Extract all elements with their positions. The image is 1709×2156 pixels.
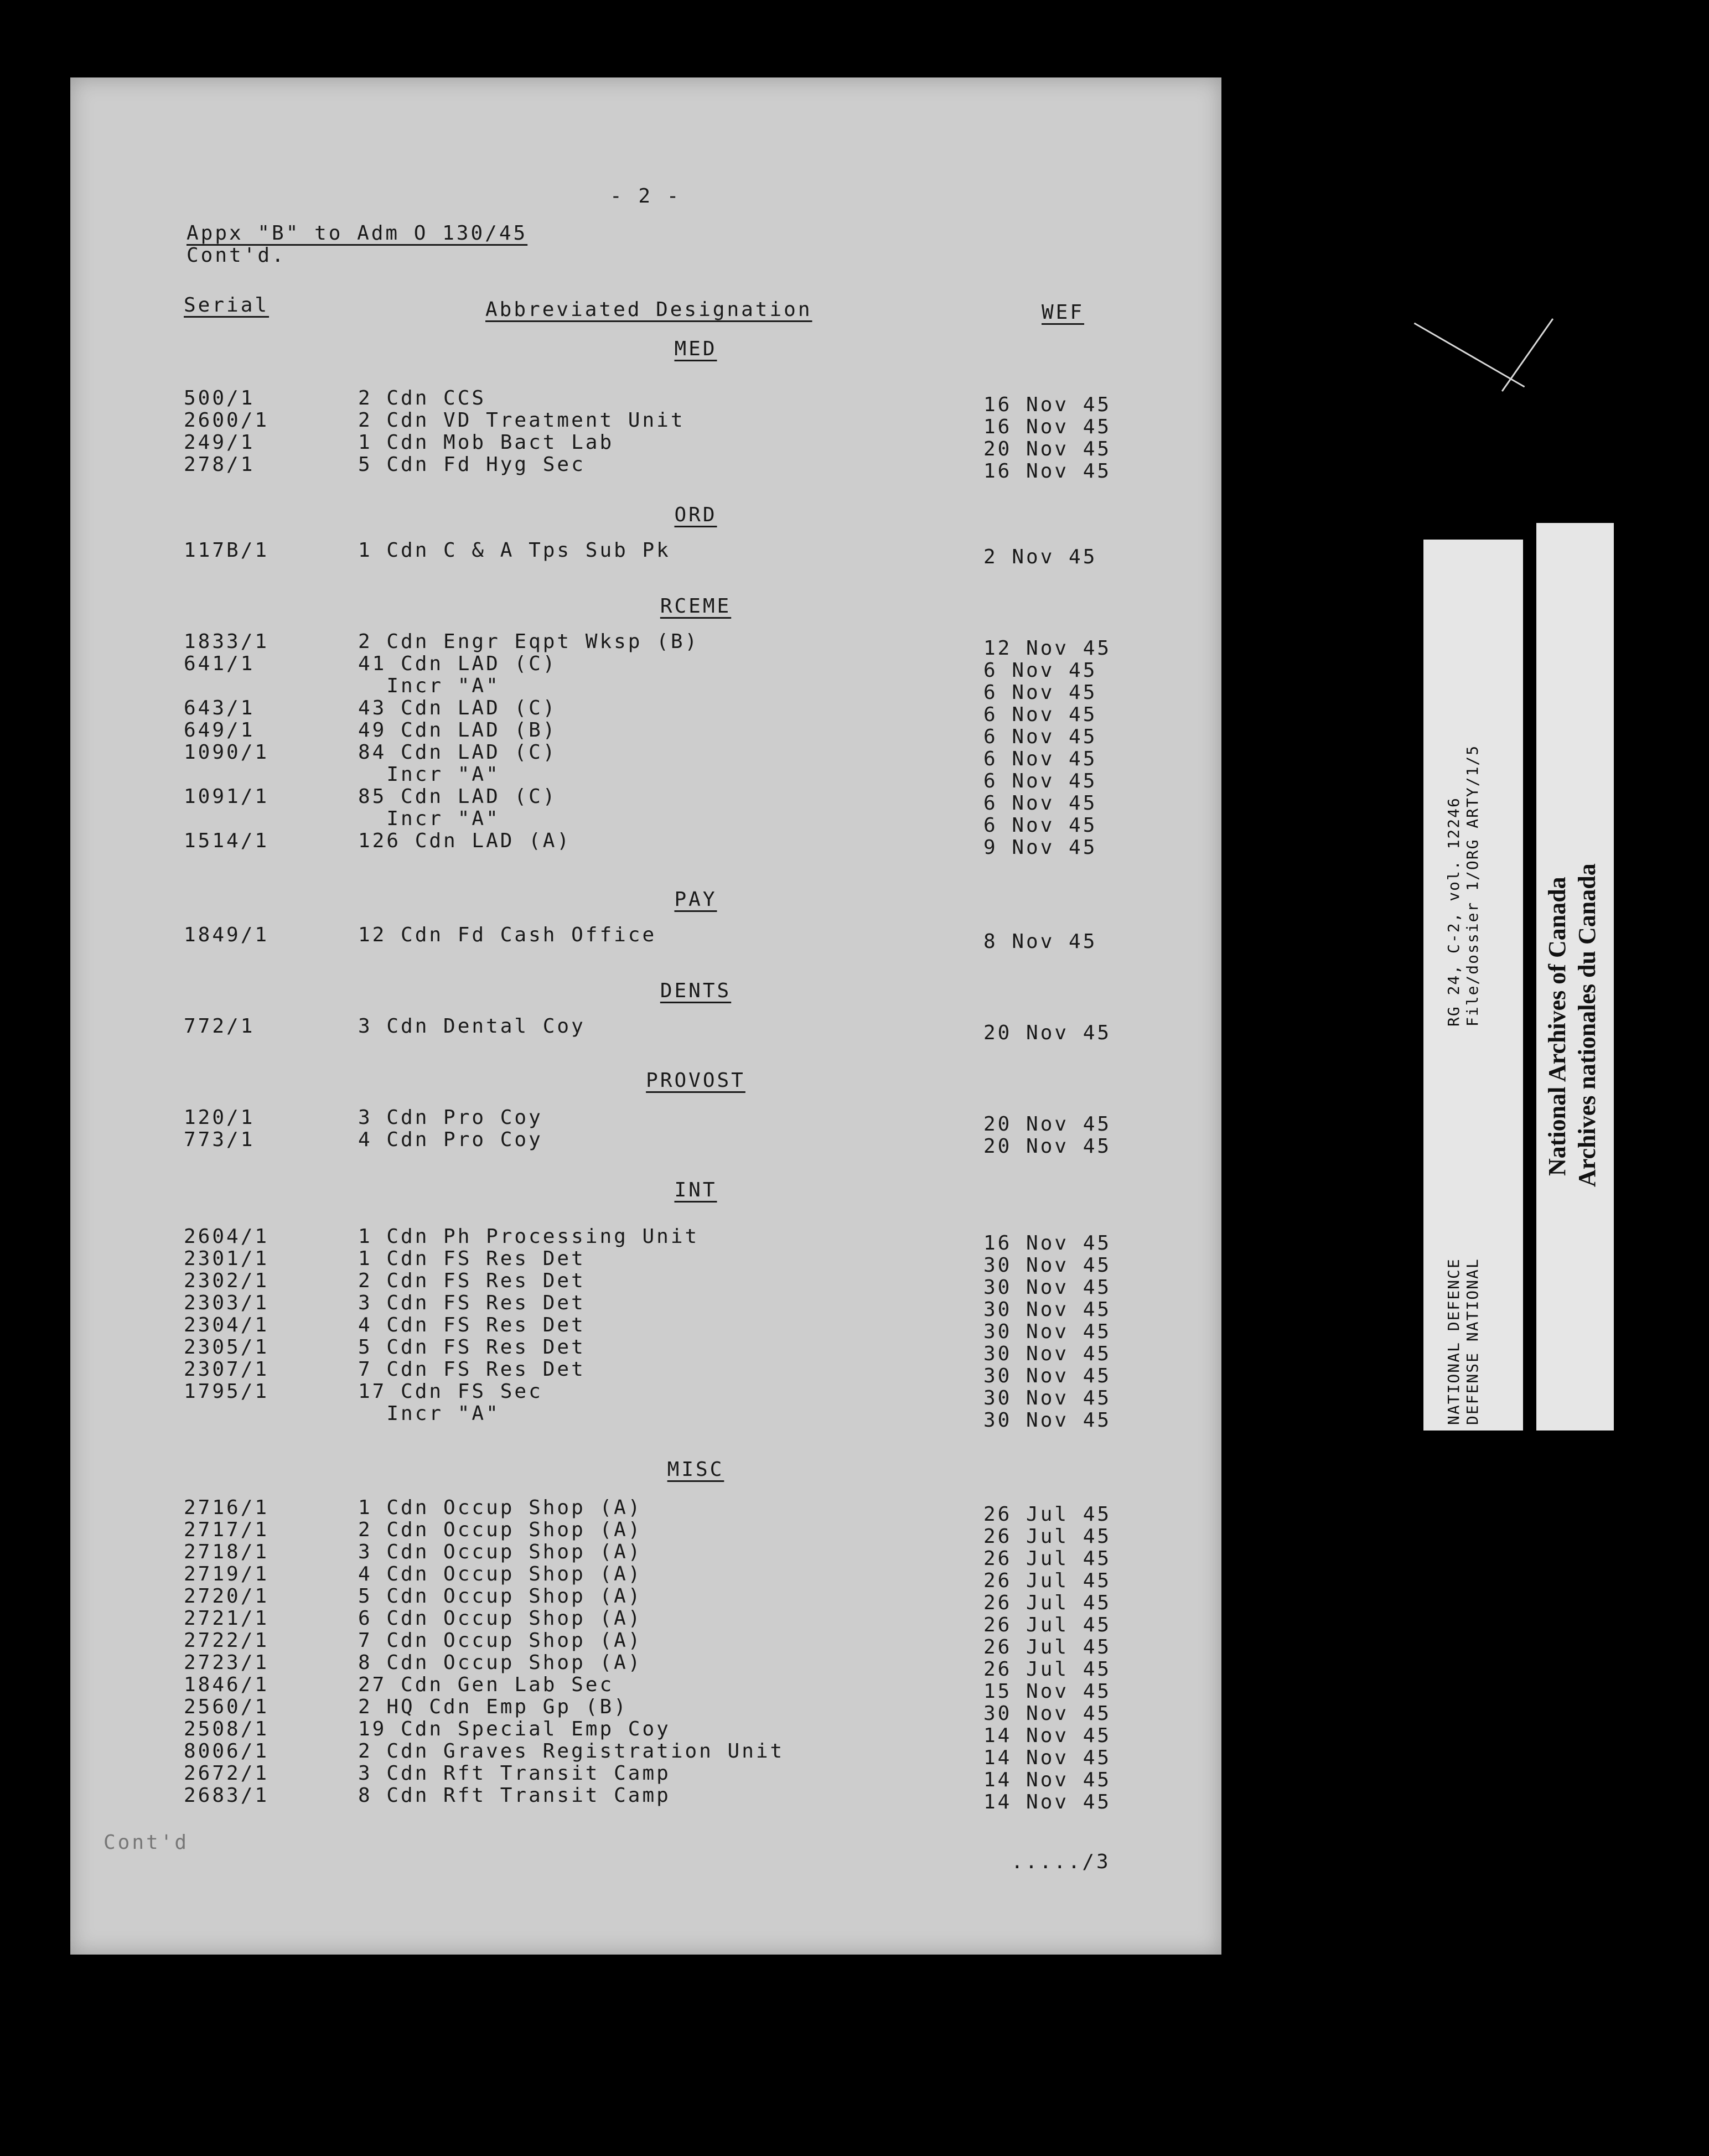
- designation-cell: 12 Cdn Fd Cash Office: [358, 924, 657, 946]
- serial-cell: 2303/1: [184, 1292, 270, 1314]
- serial-cell: 500/1: [184, 387, 255, 410]
- wef-cell: 16 Nov 45: [983, 1232, 1112, 1255]
- wef-cell: 6 Nov 45: [983, 659, 1097, 682]
- serial-cell: 772/1: [184, 1015, 255, 1038]
- wef-cell: 20 Nov 45: [983, 438, 1112, 460]
- wef-cell: 30 Nov 45: [983, 1702, 1112, 1725]
- designation-cell: 6 Cdn Occup Shop (A): [358, 1607, 643, 1630]
- serial-cell: 2720/1: [184, 1585, 270, 1608]
- section-heading: RCEME: [660, 595, 732, 618]
- scratch-mark: [1501, 318, 1553, 392]
- section-heading: ORD: [674, 504, 717, 526]
- wef-cell: 30 Nov 45: [983, 1320, 1112, 1343]
- serial-cell: 278/1: [184, 453, 255, 476]
- designation-cell: 8 Cdn Occup Shop (A): [358, 1651, 643, 1674]
- serial-cell: 1091/1: [184, 785, 270, 808]
- page-number: - 2 -: [610, 185, 681, 208]
- designation-cell: 3 Cdn Occup Shop (A): [358, 1541, 643, 1563]
- wef-cell: 6 Nov 45: [983, 814, 1097, 837]
- serial-cell: 2305/1: [184, 1336, 270, 1359]
- section-heading: MISC: [667, 1458, 724, 1481]
- designation-cell: 2 Cdn Occup Shop (A): [358, 1518, 643, 1541]
- serial-cell: 2304/1: [184, 1314, 270, 1336]
- wef-cell: 26 Jul 45: [983, 1614, 1112, 1636]
- wef-cell: 30 Nov 45: [983, 1365, 1112, 1387]
- serial-cell: 249/1: [184, 431, 255, 454]
- serial-cell: 641/1: [184, 652, 255, 675]
- wef-cell: 20 Nov 45: [983, 1022, 1112, 1044]
- wef-cell: 2 Nov 45: [983, 546, 1097, 568]
- serial-cell: 120/1: [184, 1106, 255, 1129]
- designation-cell: 126 Cdn LAD (A): [358, 830, 572, 852]
- designation-cell: 85 Cdn LAD (C): [358, 785, 557, 808]
- serial-cell: 649/1: [184, 719, 255, 742]
- designation-cell: 4 Cdn Pro Coy: [358, 1128, 543, 1151]
- footer-next-page: ...../3: [1011, 1851, 1111, 1873]
- serial-cell: 2301/1: [184, 1247, 270, 1270]
- designation-cell: 1 Cdn Mob Bact Lab: [358, 431, 614, 454]
- wef-cell: 16 Nov 45: [983, 416, 1112, 438]
- section-heading: INT: [674, 1179, 717, 1201]
- wef-cell: 30 Nov 45: [983, 1343, 1112, 1365]
- designation-cell: 1 Cdn C & A Tps Sub Pk: [358, 539, 671, 562]
- designation-cell: 43 Cdn LAD (C): [358, 697, 557, 719]
- designation-cell: 19 Cdn Special Emp Coy: [358, 1718, 671, 1740]
- designation-cell: 41 Cdn LAD (C): [358, 652, 557, 675]
- archive-ref-line2: File/dossier 1/ORG ARTY/1/5: [1463, 744, 1482, 1027]
- serial-cell: 2718/1: [184, 1541, 270, 1563]
- wef-cell: 12 Nov 45: [983, 637, 1112, 660]
- wef-cell: 26 Jul 45: [983, 1592, 1112, 1614]
- column-header-wef: WEF: [1042, 301, 1085, 324]
- wef-cell: 26 Jul 45: [983, 1636, 1112, 1659]
- designation-cell: Incr "A": [358, 807, 500, 830]
- serial-cell: 2600/1: [184, 409, 270, 432]
- designation-cell: 2 Cdn CCS: [358, 387, 486, 410]
- serial-cell: 117B/1: [184, 539, 270, 562]
- designation-cell: 3 Cdn Pro Coy: [358, 1106, 543, 1129]
- archive-ref-line1: RG 24, C-2, vol. 12246: [1444, 797, 1463, 1027]
- designation-cell: 5 Cdn Fd Hyg Sec: [358, 453, 586, 476]
- wef-cell: 6 Nov 45: [983, 703, 1097, 726]
- wef-cell: 6 Nov 45: [983, 770, 1097, 792]
- serial-cell: 773/1: [184, 1128, 255, 1151]
- nac-english: National Archives of Canada: [1544, 877, 1571, 1176]
- designation-cell: 1 Cdn FS Res Det: [358, 1247, 586, 1270]
- wef-cell: 14 Nov 45: [983, 1791, 1112, 1813]
- designation-cell: 2 Cdn VD Treatment Unit: [358, 409, 685, 432]
- designation-cell: 7 Cdn Occup Shop (A): [358, 1629, 643, 1652]
- serial-cell: 2683/1: [184, 1784, 270, 1807]
- serial-cell: 2302/1: [184, 1269, 270, 1292]
- designation-cell: 5 Cdn FS Res Det: [358, 1336, 586, 1359]
- designation-cell: 17 Cdn FS Sec: [358, 1380, 543, 1403]
- serial-cell: 2717/1: [184, 1518, 270, 1541]
- serial-cell: 8006/1: [184, 1740, 270, 1763]
- designation-cell: Incr "A": [358, 763, 500, 786]
- serial-cell: 1795/1: [184, 1380, 270, 1403]
- designation-cell: 1 Cdn Occup Shop (A): [358, 1496, 643, 1519]
- nac-french: Archives nationales du Canada: [1573, 863, 1601, 1187]
- wef-cell: 30 Nov 45: [983, 1276, 1112, 1299]
- serial-cell: 2719/1: [184, 1563, 270, 1585]
- wef-cell: 30 Nov 45: [983, 1387, 1112, 1409]
- wef-cell: 6 Nov 45: [983, 792, 1097, 815]
- serial-cell: 2307/1: [184, 1358, 270, 1381]
- footer-contd: Cont'd: [103, 1831, 189, 1854]
- designation-cell: 3 Cdn Dental Coy: [358, 1015, 586, 1038]
- designation-cell: 1 Cdn Ph Processing Unit: [358, 1225, 700, 1248]
- section-heading: MED: [674, 338, 717, 360]
- serial-cell: 2672/1: [184, 1762, 270, 1785]
- designation-cell: 5 Cdn Occup Shop (A): [358, 1585, 643, 1608]
- designation-cell: 7 Cdn FS Res Det: [358, 1358, 586, 1381]
- serial-cell: 1833/1: [184, 630, 270, 653]
- designation-cell: 2 Cdn FS Res Det: [358, 1269, 586, 1292]
- wef-cell: 16 Nov 45: [983, 393, 1112, 416]
- serial-cell: 2721/1: [184, 1607, 270, 1630]
- section-heading: DENTS: [660, 979, 732, 1002]
- section-heading: PAY: [674, 888, 717, 911]
- serial-cell: 643/1: [184, 697, 255, 719]
- serial-cell: 1514/1: [184, 830, 270, 852]
- wef-cell: 8 Nov 45: [983, 930, 1097, 953]
- wef-cell: 30 Nov 45: [983, 1254, 1112, 1277]
- designation-cell: 2 Cdn Engr Eqpt Wksp (B): [358, 630, 700, 653]
- document-page: [70, 77, 1221, 1955]
- dept-line1: NATIONAL DEFENCE: [1444, 1258, 1463, 1425]
- wef-cell: 6 Nov 45: [983, 725, 1097, 748]
- designation-cell: 49 Cdn LAD (B): [358, 719, 557, 742]
- designation-cell: 8 Cdn Rft Transit Camp: [358, 1784, 671, 1807]
- wef-cell: 20 Nov 45: [983, 1135, 1112, 1158]
- wef-cell: 9 Nov 45: [983, 836, 1097, 859]
- continued-note: Cont'd.: [187, 244, 286, 267]
- dept-line2: DEFENSE NATIONAL: [1463, 1258, 1482, 1425]
- designation-cell: 4 Cdn FS Res Det: [358, 1314, 586, 1336]
- wef-cell: 26 Jul 45: [983, 1503, 1112, 1526]
- wef-cell: 26 Jul 45: [983, 1658, 1112, 1681]
- designation-cell: Incr "A": [358, 1402, 500, 1425]
- wef-cell: 26 Jul 45: [983, 1569, 1112, 1592]
- serial-cell: 1090/1: [184, 741, 270, 764]
- column-header-designation: Abbreviated Designation: [485, 298, 812, 321]
- designation-cell: 2 HQ Cdn Emp Gp (B): [358, 1696, 628, 1718]
- wef-cell: 30 Nov 45: [983, 1409, 1112, 1432]
- designation-cell: Incr "A": [358, 675, 500, 697]
- wef-cell: 6 Nov 45: [983, 748, 1097, 770]
- wef-cell: 14 Nov 45: [983, 1769, 1112, 1791]
- archives-canada-label: [1536, 523, 1614, 1431]
- serial-cell: 2560/1: [184, 1696, 270, 1718]
- wef-cell: 30 Nov 45: [983, 1298, 1112, 1321]
- wef-cell: 26 Jul 45: [983, 1547, 1112, 1570]
- serial-cell: 2508/1: [184, 1718, 270, 1740]
- designation-cell: 3 Cdn Rft Transit Camp: [358, 1762, 671, 1785]
- wef-cell: 15 Nov 45: [983, 1680, 1112, 1703]
- archive-reference-label: [1423, 540, 1523, 1431]
- designation-cell: 27 Cdn Gen Lab Sec: [358, 1673, 614, 1696]
- wef-cell: 14 Nov 45: [983, 1724, 1112, 1747]
- designation-cell: 2 Cdn Graves Registration Unit: [358, 1740, 785, 1763]
- serial-cell: 2604/1: [184, 1225, 270, 1248]
- designation-cell: 84 Cdn LAD (C): [358, 741, 557, 764]
- appendix-reference: Appx "B" to Adm O 130/45: [187, 222, 528, 245]
- serial-cell: 2722/1: [184, 1629, 270, 1652]
- designation-cell: 3 Cdn FS Res Det: [358, 1292, 586, 1314]
- column-header-serial: Serial: [184, 294, 270, 317]
- serial-cell: 2723/1: [184, 1651, 270, 1674]
- wef-cell: 16 Nov 45: [983, 460, 1112, 483]
- wef-cell: 6 Nov 45: [983, 681, 1097, 704]
- serial-cell: 1849/1: [184, 924, 270, 946]
- serial-cell: 2716/1: [184, 1496, 270, 1519]
- serial-cell: 1846/1: [184, 1673, 270, 1696]
- section-heading: PROVOST: [646, 1069, 745, 1092]
- wef-cell: 26 Jul 45: [983, 1525, 1112, 1548]
- wef-cell: 14 Nov 45: [983, 1746, 1112, 1769]
- designation-cell: 4 Cdn Occup Shop (A): [358, 1563, 643, 1585]
- scratch-mark: [1414, 323, 1525, 388]
- wef-cell: 20 Nov 45: [983, 1113, 1112, 1136]
